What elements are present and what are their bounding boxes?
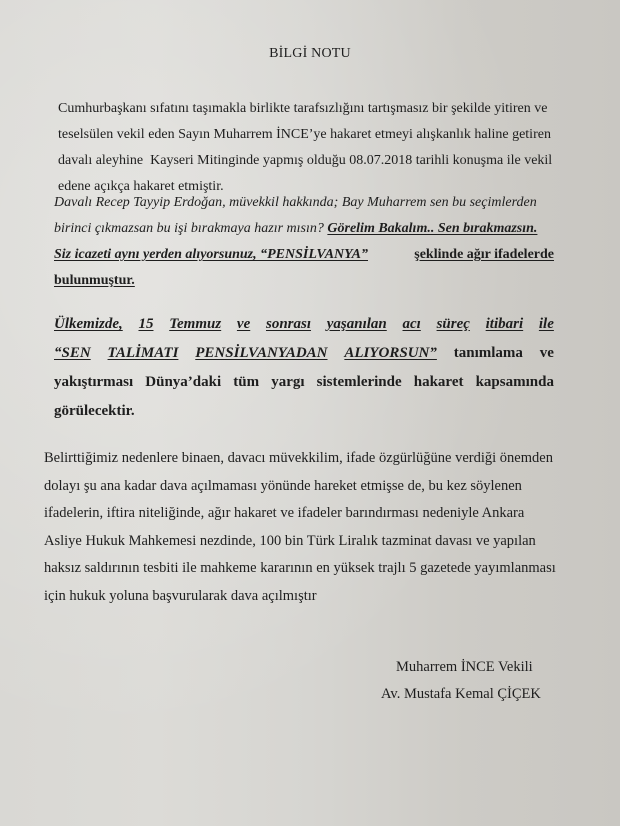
word: Temmuz	[169, 316, 222, 332]
document-title: BİLGİ NOTU	[269, 46, 351, 61]
word: hakaret	[413, 374, 464, 390]
word: ile	[538, 316, 554, 332]
quote-italic: birinci çıkmazsan bu işi bırakmaya hazır mısın?	[54, 221, 324, 236]
word: ALIYORSUN”	[344, 345, 437, 361]
text-line: Asliye Hukuk Mahkemesi nezdinde, 100 bin Türk Liralık tazminat davası ve yapılan	[44, 532, 536, 549]
word: tanımlama	[453, 345, 523, 361]
word: tüm	[233, 374, 260, 390]
text-line	[54, 339, 554, 368]
text-line: teselsülen vekil eden Sayın Muharrem İNCE’ye hakaret etmeyi alışkanlık haline getiren	[58, 127, 551, 142]
word: Ülkemizde,	[54, 316, 123, 332]
word: PENSİLVANYADAN	[195, 345, 328, 361]
word: TALİMATI	[107, 345, 179, 361]
word: “SEN	[54, 345, 91, 361]
signature-role: Muharrem İNCE Vekili	[396, 659, 533, 675]
text-line: ifadelerin, iftira niteliğinde, ağır hakaret ve ifadeler barındırması nedeniyle Ankara	[44, 505, 525, 521]
word: 15	[138, 316, 154, 332]
text-line: Davalı Recep Tayyip Erdoğan, müvekkil hakkında; Bay Muharrem sen bu seçimlerden	[54, 195, 537, 210]
text-line	[54, 242, 554, 268]
text-line	[54, 368, 554, 397]
word: Dünya’daki	[145, 374, 222, 390]
text-line	[54, 268, 554, 294]
text-line	[54, 310, 554, 339]
word: itibari	[485, 316, 524, 332]
text-line: dolayı şu ana kadar dava açılmaması yönünde hareket etmişse de, bu kez söylenen	[44, 477, 522, 494]
word: kapsamında	[475, 374, 554, 390]
text-line: Cumhurbaşkanı sıfatını taşımakla birlikte tarafsızlığını tartışmasız bir şekilde yitiren ve	[58, 101, 548, 116]
text-line: edene açıkça hakaret etmiştir.	[58, 179, 224, 194]
text-line: davalı aleyhine Kayseri Mitinginde yapmış olduğu 08.07.2018 tarihli konuşma ile vekil	[58, 153, 553, 168]
word: yaşanılan	[326, 316, 387, 332]
paragraph-quote	[54, 190, 554, 294]
text-line: için hukuk yoluna başvurularak dava açılmıştır	[44, 587, 317, 604]
quote-emphasis: Görelim Bakalım.. Sen bırakmazsın.	[327, 221, 538, 236]
word: ve	[539, 345, 554, 361]
signature-name: Av. Mustafa Kemal ÇİÇEK	[381, 686, 541, 702]
quote-emphasis: Siz icazeti aynı yerden alıyorsunuz, “PENSİLVANYA”	[54, 247, 368, 262]
text-line: haksız saldırının tesbiti ile mahkeme kararının en yüksek trajlı 5 gazetede yayımlanması	[44, 560, 556, 576]
word: süreç	[436, 316, 470, 332]
word: yargı	[271, 374, 305, 390]
quote-emphasis-bold: şeklinde ağır ifadelerde	[414, 247, 554, 262]
text-line: Belirttiğimiz nedenlere binaen, davacı müvekkilim, ifade özgürlüğüne verdiği önemden	[44, 450, 553, 466]
text-line: görülecektir.	[54, 403, 135, 419]
text-line	[54, 216, 554, 242]
paragraph-intro	[58, 96, 558, 200]
paragraph-lawsuit	[44, 445, 564, 610]
word: sonrası	[265, 316, 312, 332]
word: sistemlerinde	[316, 374, 402, 390]
paragraph-emphasis	[54, 310, 554, 426]
quote-emphasis-bold: bulunmuştur.	[54, 273, 135, 288]
word: yakıştırması	[54, 374, 134, 390]
word: ve	[236, 316, 251, 332]
word: acı	[402, 316, 421, 332]
